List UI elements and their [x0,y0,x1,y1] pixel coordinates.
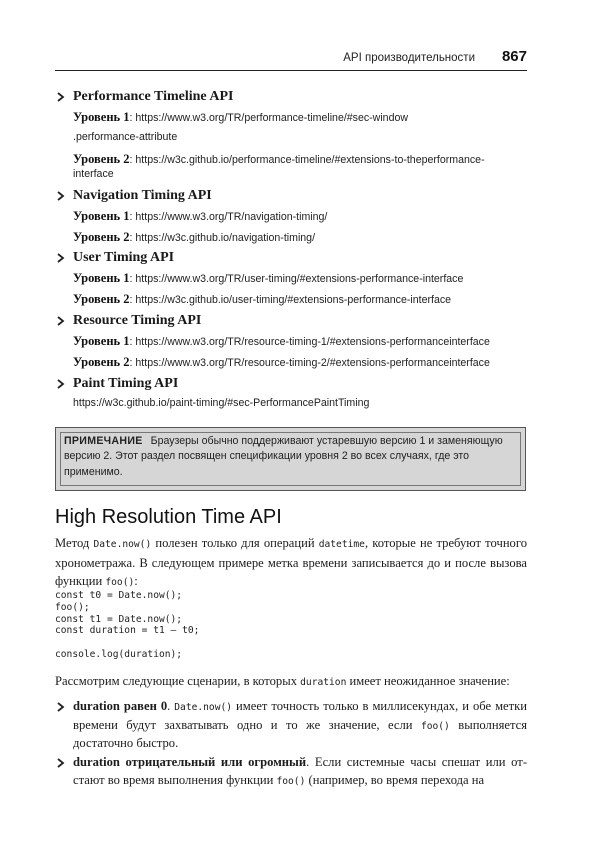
spec-title: Paint Timing API [73,376,179,391]
inline-code: foo() [276,775,306,787]
spec-title: Resource Timing API [73,313,202,328]
spec-title: Performance Timeline API [73,89,234,104]
spec-url: : https://w3c.github.io/performance-timeline/#extensions-to-theperformance- [129,154,485,166]
chevron-right-icon [55,252,67,264]
level-label: Уровень 1 [73,334,130,348]
text-run: (например, во время перехода на [305,772,485,787]
spec-title: Navigation Timing API [73,188,212,203]
running-header [55,44,527,71]
spec-url: : https://w3c.github.io/user-timing/#extensions-performance-interface [129,294,452,306]
inline-code: foo() [420,720,450,732]
level-label: Уровень 2 [73,292,130,306]
level-label: Уровень 2 [73,152,130,166]
inline-code: duration [300,677,347,688]
note-box [55,427,526,491]
spec-url: .performance-attribute [73,131,178,143]
spec-url: interface [73,168,114,180]
code-line: const t1 = Date.now(); [55,613,183,625]
spec-url: : https://www.w3.org/TR/performance-timeline/#sec-window [129,112,409,124]
spec-url: https://w3c.github.io/paint-timing/#sec-PerformancePaintTiming [73,397,370,409]
spec-url: : https://w3c.github.io/navigation-timing/ [129,232,316,244]
spec-url: : https://www.w3.org/TR/resource-timing-1/#extensions-performanceinterface [129,336,490,348]
level-label: Уровень 1 [73,110,130,124]
scenarios-paragraph [55,672,527,692]
level-label: Уровень 1 [73,271,130,285]
chevron-right-icon [55,701,67,713]
text-run: Метод [55,536,94,550]
bullet-bold: duration равен 0 [73,699,168,713]
text-run: . [167,699,175,713]
code-line: const t0 = Date.now(); [55,590,183,601]
code-line [55,637,199,649]
level-label: Уровень 2 [73,355,130,369]
code-line: const duration = t1 – t0; [55,625,200,637]
chevron-right-icon [55,91,67,103]
spec-url: : https://www.w3.org/TR/user-timing/#extensions-performance-interface [129,273,464,285]
text-run: , которые не требуют точного хронометража. В следующем примере метка времени записывается до и после вызова функции [55,536,528,588]
spec-url: : https://www.w3.org/TR/navigation-timing/ [129,211,328,223]
bullet-text [73,754,527,790]
page-number: 867 [501,48,527,65]
text-run: Рассмотрим следующие сценарии, в которых [55,674,301,688]
header-section-title: API производительности [343,52,475,64]
section-heading: High Resolution Time API [55,506,282,528]
inline-code: datetime [318,539,365,550]
code-line: foo(); [55,601,90,613]
chevron-right-icon [55,315,67,327]
bullet-text [73,698,527,753]
note-label: ПРИМЕЧАНИЕ [64,435,143,447]
level-label: Уровень 2 [73,230,130,244]
text-run: имеет неожиданное значение: [346,674,510,688]
text-run: имеет точность только в миллисекундах, и обе метки времени будут захватывать одно и то же значение, если [73,699,528,732]
intro-paragraph [55,534,527,592]
spec-url: : https://www.w3.org/TR/resource-timing-2/#extensions-performanceinterface [129,357,490,369]
inline-code: Date.now() [93,539,152,550]
bullet-bold: duration отрицательный или огромный [73,755,307,769]
spec-title: User Timing API [73,250,175,265]
code-line: console.log(duration); [55,648,183,660]
inline-code: Date.now() [174,702,233,713]
chevron-right-icon [55,190,67,202]
text-run: : [134,574,138,588]
note-text [64,434,516,480]
level-label: Уровень 1 [73,209,130,223]
text-run: полезен только для операций [151,536,319,550]
text-run: выполняется достаточно быстро. [73,717,528,750]
code-block [55,590,199,661]
text-run: . Если системные часы спешат или отстают во время выполнения функции [73,755,528,787]
chevron-right-icon [55,757,67,769]
inline-code: foo() [105,577,135,588]
note-body: Браузеры обычно поддерживают устаревшую версию 1 и заменяющую версию 2. Этот раздел посвящен спецификации уровня 2 во всех случаях, где это применимо. [64,435,503,478]
chevron-right-icon [55,378,67,390]
